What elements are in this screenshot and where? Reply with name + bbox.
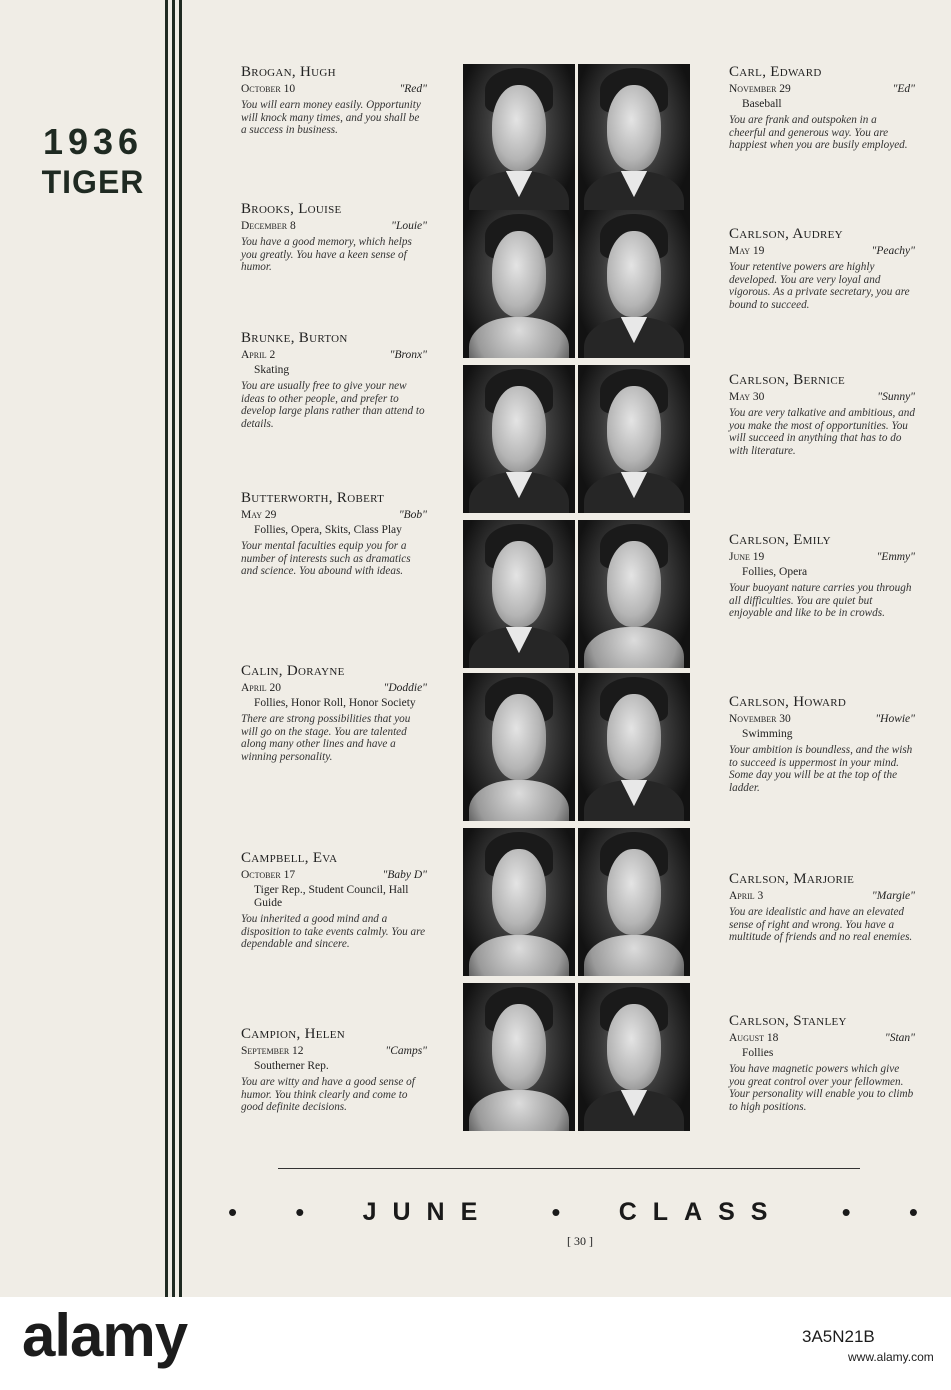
student-name: Carlson, Howard [729,694,847,710]
student-portrait-photo [463,210,575,358]
student-name: Carlson, Stanley [729,1013,847,1029]
birth-date: September 12 [241,1045,304,1057]
footer-banner [228,1194,918,1230]
student-portrait-photo [578,673,690,821]
activities: Follies, Opera [742,566,808,578]
activities: Baseball [742,98,782,110]
year-label: 1936 [42,121,144,162]
bullet-dot: • [295,1196,305,1227]
tiger-label: TIGER [41,164,145,201]
date-nickname-row [241,868,427,882]
birth-date: August 18 [729,1032,779,1044]
activities: Tiger Rep., Student Council, Hall Guide [254,884,409,909]
bullet-dot: • [228,1196,238,1227]
student-portrait-photo [578,983,690,1131]
activities: Follies, Honor Roll, Honor Society [254,697,416,709]
nickname: "Ed" [892,83,915,95]
bullet-dot: • [908,1196,918,1227]
birth-date: June 19 [729,551,765,563]
student-name: Campbell, Eva [241,850,338,866]
date-nickname-row [241,219,427,233]
birth-date: April 2 [241,349,276,361]
description: You are very talkative and ambitious, and you make the most of opportunities. You will succeed in anything that has to do with literature. [729,407,915,457]
student-entry [241,330,427,430]
date-nickname-row [729,390,915,404]
date-nickname-row [241,348,427,362]
nickname: "Sunny" [877,391,915,403]
alamy-logo: alamy [22,1302,188,1369]
bullet-dot: • [841,1196,851,1227]
border-line-2 [172,0,175,1297]
image-id: 3A5N21B [802,1327,875,1346]
date-nickname-row [729,244,915,258]
student-entry [241,663,427,763]
activities: Follies [742,1047,774,1059]
nickname: "Bronx" [389,349,427,361]
student-portrait-photo [578,828,690,976]
activities: Skating [254,364,290,376]
student-name: Brooks, Louise [241,201,342,217]
date-nickname-row [729,82,915,96]
student-name: Calin, Dorayne [241,663,345,679]
description: You have magnetic powers which give you great control over your fellowmen. Your personality will enable you to climb to high positions. [729,1063,914,1113]
activities: Follies, Opera, Skits, Class Play [254,524,402,536]
birth-date: December 8 [241,220,296,232]
student-entry [241,490,427,578]
student-entry [729,694,915,794]
student-portrait-photo [463,520,575,668]
footer-rule [278,1168,860,1169]
date-nickname-row [729,550,915,564]
student-entry [241,64,427,137]
student-entry [729,226,915,311]
watermark-url: www.alamy.com [848,1350,934,1364]
student-portrait-photo [578,210,690,358]
student-entry [241,1026,427,1114]
birth-date: May 19 [729,245,765,257]
student-entry [241,850,427,951]
student-entry [729,871,915,944]
birth-date: October 10 [241,83,296,95]
student-name: Butterworth, Robert [241,490,385,506]
date-nickname-row [241,1044,427,1058]
birth-date: November 29 [729,83,791,95]
birth-date: April 20 [241,682,282,694]
student-entry [729,64,915,152]
birth-date: October 17 [241,869,296,881]
description: Your retentive powers are highly developed. You are very loyal and vigorous. As a private secretary, you are bound to succeed. [729,261,910,311]
date-nickname-row [241,681,427,695]
student-portrait-photo [463,983,575,1131]
description: You are usually free to give your new ideas to other people, and prefer to develop large plans rather than attend to details. [241,380,425,430]
student-name: Carl, Edward [729,64,822,80]
nickname: "Stan" [884,1032,915,1044]
student-entry [729,532,915,620]
birth-date: May 30 [729,391,765,403]
description: You have a good memory, which helps you greatly. You have a keen sense of humor. [241,236,412,273]
bullet-dot: • [551,1196,561,1227]
date-nickname-row [729,889,915,903]
description: Your mental faculties equip you for a number of interests such as dramatics and science. You abound with ideas. [241,540,411,577]
student-name: Carlson, Marjorie [729,871,855,887]
student-portrait-photo [463,365,575,513]
footer-word-class: CLASS [618,1197,784,1226]
birth-date: November 30 [729,713,791,725]
student-portrait-photo [463,828,575,976]
nickname: "Margie" [871,890,915,902]
description: There are strong possibilities that you will go on the stage. You are talented along many other lines and have a winning personality. [241,713,411,763]
page-number: [ 30 ] [567,1234,593,1248]
nickname: "Red" [399,83,427,95]
description: Your ambition is boundless, and the wish to succeed is uppermost in your mind. Some day you will be at the top of the ladder. [729,744,913,794]
date-nickname-row [241,82,427,96]
date-nickname-row [729,712,915,726]
student-portrait-photo [578,64,690,212]
activities: Swimming [742,728,793,740]
student-portrait-photo [578,520,690,668]
nickname: "Doddie" [383,682,427,694]
birth-date: May 29 [241,509,277,521]
student-entry [241,201,427,274]
activities: Southerner Rep. [254,1060,329,1072]
description: You are frank and outspoken in a cheerful and generous way. You are happiest when you are busily employed. [729,114,908,151]
student-name: Carlson, Emily [729,532,831,548]
student-name: Carlson, Bernice [729,372,846,388]
border-line-3 [179,0,182,1297]
description: You inherited a good mind and a disposition to take events calmly. You are dependable and sincere. [241,913,426,950]
nickname: "Peachy" [871,245,915,257]
date-nickname-row [729,1031,915,1045]
description: You are witty and have a good sense of humor. You think clearly and come to good definite decisions. [241,1076,415,1113]
nickname: "Emmy" [876,551,915,563]
description: You will earn money easily. Opportunity will knock many times, and you shall be a success in business. [241,99,421,136]
student-portrait-photo [463,64,575,212]
nickname: "Bob" [398,509,427,521]
student-entry [729,1013,915,1113]
nickname: "Howie" [875,713,915,725]
student-entry [729,372,915,457]
description: Your buoyant nature carries you through all difficulties. You are quiet but enjoyable and like to be in crowds. [729,582,912,619]
student-name: Carlson, Audrey [729,226,843,242]
student-name: Brogan, Hugh [241,64,336,80]
description: You are idealistic and have an elevated sense of right and wrong. You have a multitude of friends and no real enemies. [729,906,913,943]
yearbook-title [20,120,166,202]
nickname: "Camps" [385,1045,427,1057]
student-name: Campion, Helen [241,1026,346,1042]
student-portrait-photo [463,673,575,821]
date-nickname-row [241,508,427,522]
student-name: Brunke, Burton [241,330,348,346]
birth-date: April 3 [729,890,764,902]
footer-word-june: JUNE [362,1197,494,1226]
nickname: "Louie" [391,220,427,232]
nickname: "Baby D" [382,869,427,881]
student-portrait-photo [578,365,690,513]
